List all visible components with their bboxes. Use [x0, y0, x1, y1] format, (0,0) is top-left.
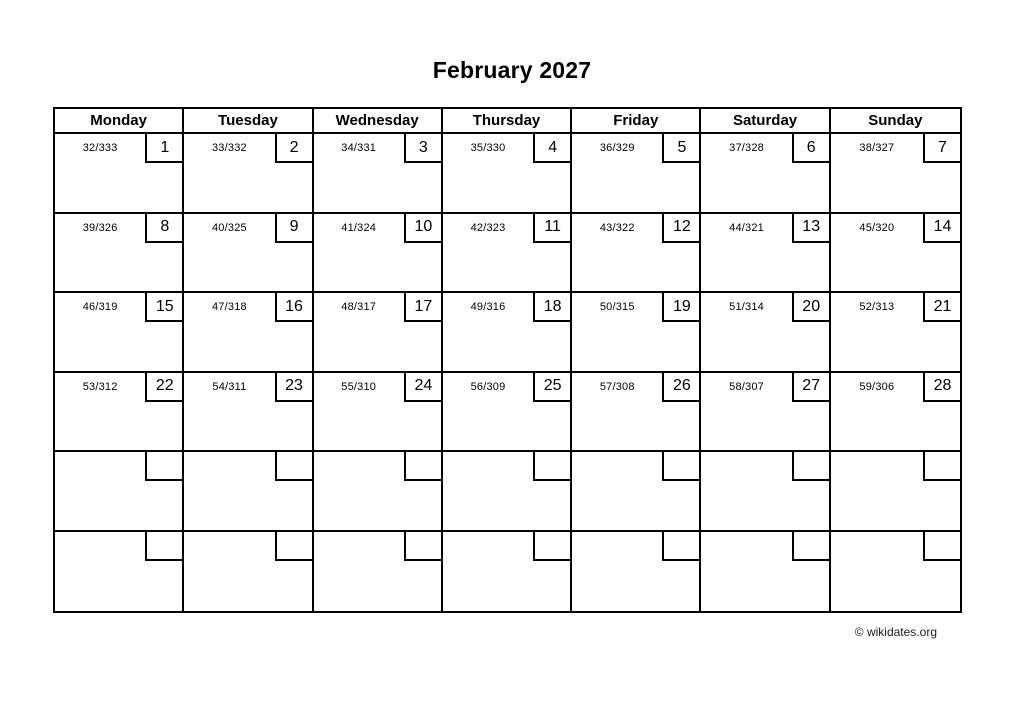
day-of-year-label: 56/309 — [470, 380, 506, 393]
calendar-cell — [701, 452, 830, 532]
day-number: 4 — [548, 138, 558, 156]
weekday-header-thursday: Thursday — [443, 109, 572, 134]
day-number-box — [275, 134, 312, 163]
day-number: 24 — [414, 377, 433, 394]
day-of-year-label: 47/318 — [211, 301, 247, 313]
day-number-box — [923, 134, 960, 163]
day-number: 15 — [155, 297, 174, 315]
day-number-box — [145, 134, 182, 163]
day-number-box — [533, 293, 570, 322]
day-of-year-label: 45/320 — [859, 221, 895, 234]
day-number: 9 — [289, 218, 299, 235]
calendar-cell — [314, 293, 443, 373]
day-number-box — [923, 452, 960, 481]
day-number-box — [404, 532, 441, 561]
day-number: 1 — [160, 138, 170, 156]
calendar-cell — [314, 134, 443, 214]
calendar-grid — [55, 134, 960, 611]
day-number-box — [404, 373, 441, 402]
day-number-box — [923, 214, 960, 243]
calendar-cell — [572, 373, 701, 453]
day-number-box — [275, 532, 312, 561]
page-title: February 2027 — [432, 57, 592, 83]
weekday-header-row — [55, 109, 960, 134]
day-number: 7 — [938, 138, 947, 156]
calendar-cell — [55, 373, 184, 453]
day-number-box — [662, 452, 699, 481]
calendar-cell — [701, 134, 830, 214]
day-number: 23 — [285, 377, 303, 394]
day-of-year-label: 32/333 — [82, 142, 118, 154]
calendar-cell — [831, 532, 960, 612]
day-number-box — [533, 532, 570, 561]
calendar-cell — [831, 373, 960, 453]
calendar-cell — [443, 214, 572, 294]
day-number: 3 — [418, 138, 428, 156]
day-of-year-label: 58/307 — [729, 380, 764, 393]
day-of-year-label: 55/310 — [341, 380, 377, 393]
day-of-year-label: 50/315 — [599, 301, 635, 313]
day-number-box — [792, 214, 829, 243]
calendar-cell — [572, 452, 701, 532]
day-number-box — [275, 293, 312, 322]
calendar-cell — [314, 532, 443, 612]
day-number-box — [662, 532, 699, 561]
day-number-box — [923, 373, 960, 402]
calendar-cell — [572, 293, 701, 373]
day-number-box — [662, 134, 699, 163]
day-number: 19 — [673, 297, 691, 315]
calendar-cell — [572, 134, 701, 214]
day-number-box — [662, 373, 699, 402]
day-number: 21 — [933, 297, 952, 315]
day-of-year-label: 59/306 — [859, 380, 895, 393]
day-number: 22 — [155, 377, 174, 394]
calendar-cell — [55, 214, 184, 294]
calendar-cell — [701, 532, 830, 612]
day-number-box — [404, 214, 441, 243]
day-number-box — [275, 373, 312, 402]
day-of-year-label: 38/327 — [859, 142, 895, 154]
calendar-cell — [831, 134, 960, 214]
day-number-box — [145, 214, 182, 243]
weekday-header-saturday: Saturday — [701, 109, 830, 134]
day-number: 12 — [673, 218, 691, 235]
calendar-cell — [572, 532, 701, 612]
day-number: 20 — [802, 297, 821, 315]
day-number-box — [923, 293, 960, 322]
day-of-year-label: 49/316 — [470, 301, 506, 313]
day-number-box — [404, 452, 441, 481]
day-of-year-label: 46/319 — [82, 301, 118, 313]
day-of-year-label: 39/326 — [82, 221, 118, 234]
day-number: 14 — [933, 218, 952, 235]
day-number-box — [145, 373, 182, 402]
calendar-cell — [55, 293, 184, 373]
day-of-year-label: 36/329 — [599, 142, 635, 154]
calendar-cell — [184, 293, 313, 373]
day-number-box — [533, 134, 570, 163]
day-number: 6 — [806, 138, 816, 156]
day-of-year-label: 44/321 — [729, 221, 764, 234]
day-number: 16 — [285, 297, 303, 315]
calendar-cell — [184, 134, 313, 214]
day-number-box — [145, 452, 182, 481]
day-of-year-label: 51/314 — [729, 301, 764, 313]
calendar-cell — [314, 452, 443, 532]
day-number-box — [662, 293, 699, 322]
day-number: 18 — [543, 297, 562, 315]
calendar-cell — [443, 452, 572, 532]
day-of-year-label: 43/322 — [599, 221, 635, 234]
calendar-table — [53, 107, 962, 613]
weekday-header-friday: Friday — [572, 109, 701, 134]
day-number-box — [145, 532, 182, 561]
calendar-cell — [831, 293, 960, 373]
day-number-box — [792, 452, 829, 481]
day-number-box — [404, 134, 441, 163]
day-number-box — [662, 214, 699, 243]
day-number-box — [792, 373, 829, 402]
day-number-box — [533, 214, 570, 243]
calendar-cell — [701, 214, 830, 294]
day-of-year-label: 40/325 — [211, 221, 247, 234]
day-number-box — [404, 293, 441, 322]
calendar-cell — [184, 373, 313, 453]
day-of-year-label: 35/330 — [470, 142, 506, 154]
day-number-box — [275, 214, 312, 243]
calendar-cell — [443, 532, 572, 612]
calendar-cell — [701, 293, 830, 373]
day-of-year-label: 52/313 — [859, 301, 895, 313]
day-of-year-label: 34/331 — [341, 142, 377, 154]
copyright-credit: © wikidates.org — [854, 625, 937, 639]
calendar-cell — [831, 452, 960, 532]
calendar-cell — [55, 532, 184, 612]
day-number: 25 — [543, 377, 562, 394]
weekday-header-monday: Monday — [55, 109, 184, 134]
day-of-year-label: 57/308 — [599, 380, 635, 393]
calendar-cell — [184, 452, 313, 532]
day-number-box — [792, 532, 829, 561]
day-number: 11 — [544, 218, 561, 235]
day-of-year-label: 41/324 — [341, 221, 377, 234]
day-number-box — [923, 532, 960, 561]
day-of-year-label: 54/311 — [212, 380, 247, 393]
weekday-header-wednesday: Wednesday — [314, 109, 443, 134]
day-number: 5 — [677, 138, 687, 156]
day-number: 28 — [933, 377, 952, 394]
day-of-year-label: 48/317 — [341, 301, 377, 313]
day-number: 27 — [802, 377, 821, 394]
calendar-cell — [443, 293, 572, 373]
calendar-cell — [184, 214, 313, 294]
day-of-year-label: 42/323 — [470, 221, 506, 234]
day-number: 10 — [414, 218, 433, 235]
day-number: 26 — [673, 377, 691, 394]
calendar-cell — [831, 214, 960, 294]
day-number-box — [792, 134, 829, 163]
calendar-cell — [314, 373, 443, 453]
day-number-box — [533, 452, 570, 481]
day-number: 17 — [414, 297, 433, 315]
day-of-year-label: 33/332 — [211, 142, 247, 154]
weekday-header-sunday: Sunday — [831, 109, 960, 134]
calendar-cell — [443, 373, 572, 453]
calendar-cell — [184, 532, 313, 612]
calendar-cell — [701, 373, 830, 453]
calendar-cell — [443, 134, 572, 214]
day-of-year-label: 37/328 — [729, 142, 764, 154]
day-number-box — [533, 373, 570, 402]
day-number: 8 — [160, 218, 170, 235]
day-number-box — [275, 452, 312, 481]
weekday-header-tuesday: Tuesday — [184, 109, 313, 134]
day-number-box — [145, 293, 182, 322]
day-number: 13 — [802, 218, 821, 235]
day-number: 2 — [289, 138, 299, 156]
calendar-cell — [55, 134, 184, 214]
day-number-box — [792, 293, 829, 322]
day-of-year-label: 53/312 — [82, 380, 118, 393]
calendar-cell — [572, 214, 701, 294]
calendar-cell — [314, 214, 443, 294]
calendar-cell — [55, 452, 184, 532]
